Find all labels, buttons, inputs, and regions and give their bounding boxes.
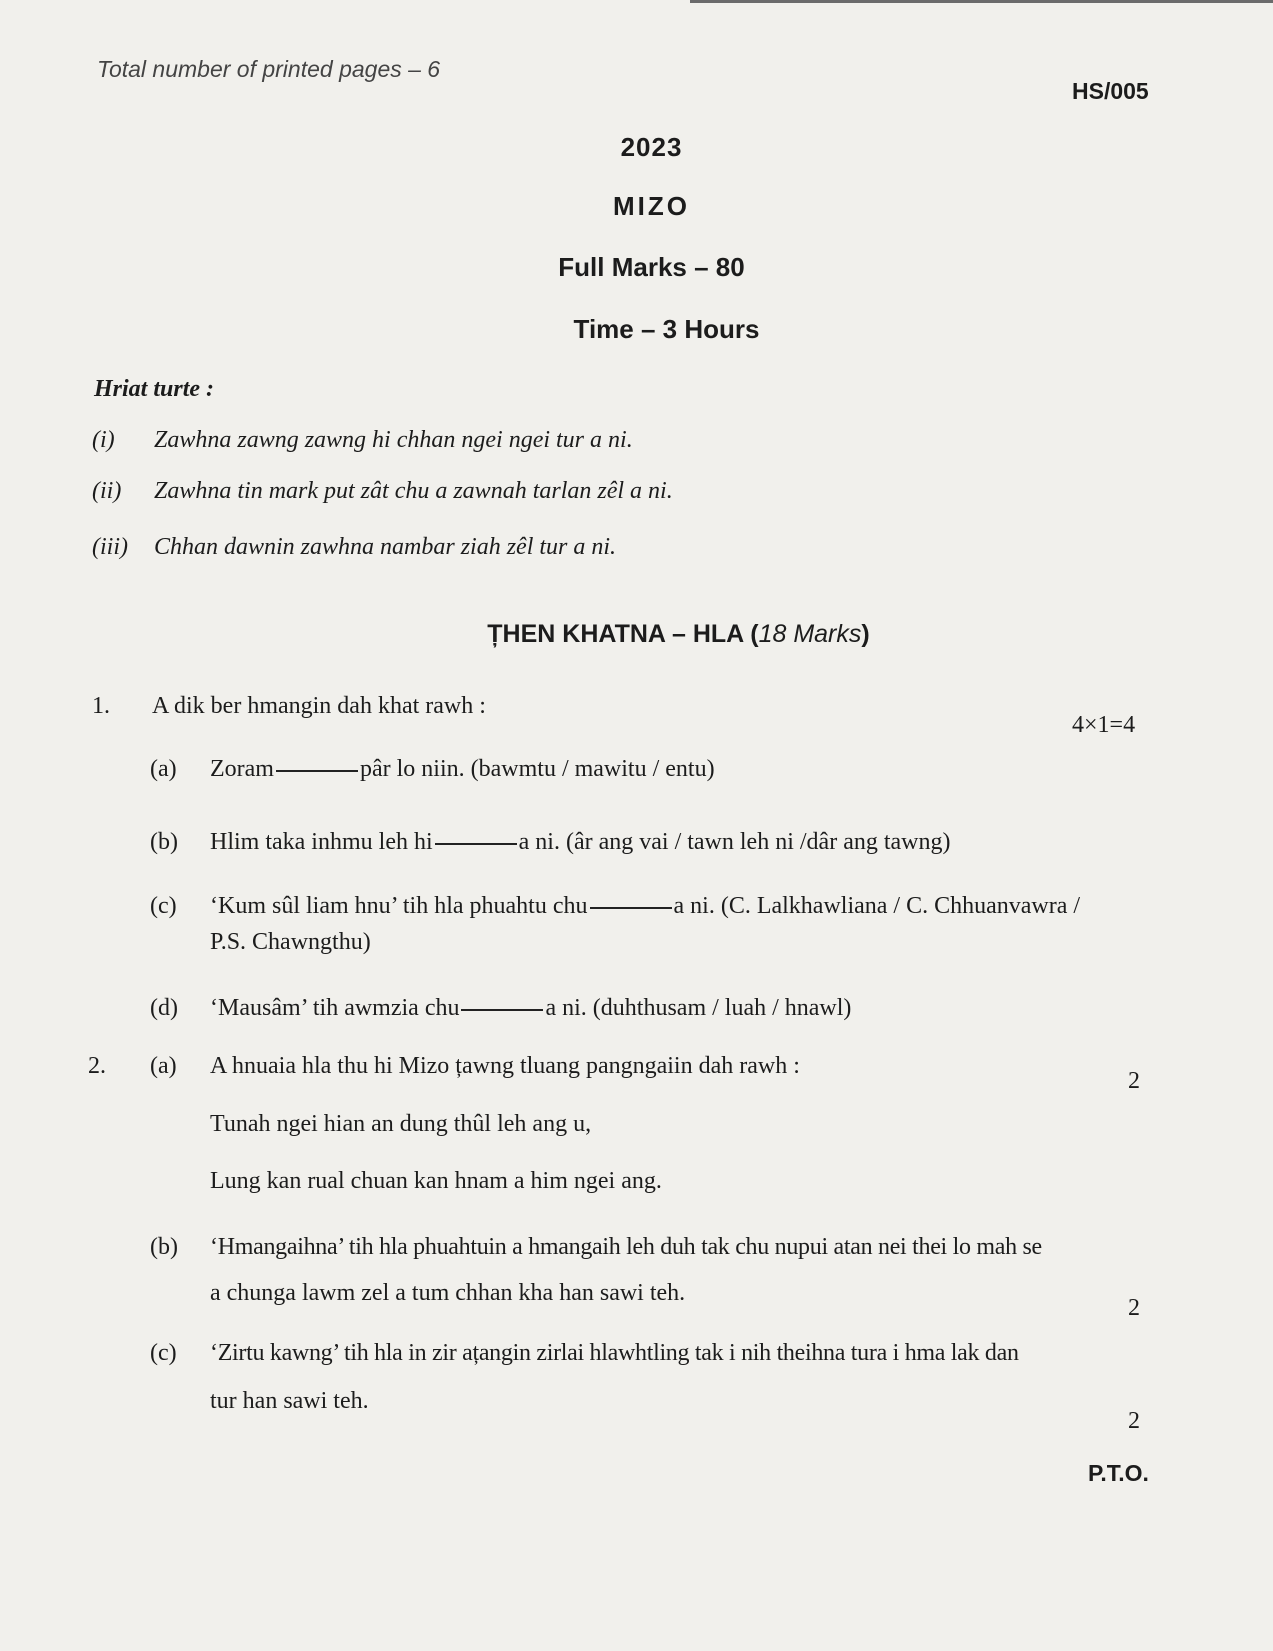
sub-question-text: ‘Zirtu kawng’ tih hla in zir ațangin zirlai hlawhtling tak i nih theihna tura i hma lak dan — [210, 1340, 1019, 1366]
answer-blank — [276, 770, 358, 772]
instruction-text: Chhan dawnin zawhna nambar ziah zêl tur a ni. — [154, 534, 617, 560]
text-before-blank: Zoram — [210, 756, 274, 782]
text-after-blank: a ni. (C. Lalkhawliana / C. Chhuanvawra / — [673, 893, 1081, 919]
sub-question-label: (a) — [150, 1053, 177, 1079]
sub-question-text-continued: a chunga lawm zel a tum chhan kha han sawi teh. — [210, 1280, 686, 1306]
instruction-number: (ii) — [92, 478, 122, 504]
instruction-text: Zawhna zawng zawng hi chhan ngei ngei tur a ni. — [154, 427, 633, 453]
question-stem: A dik ber hmangin dah khat rawh : — [152, 693, 486, 719]
answer-blank — [590, 907, 672, 909]
instruction-number: (i) — [92, 427, 115, 453]
text-after-blank: pâr lo niin. (bawmtu / mawitu / entu) — [359, 756, 715, 782]
sub-question-label: (c) — [150, 1340, 177, 1366]
sub-question-label: (b) — [150, 1234, 178, 1260]
question-marks: 4×1=4 — [1072, 712, 1136, 738]
text-before-blank: ‘Kum sûl liam hnu’ tih hla phuahtu chu — [210, 893, 588, 919]
section-marks: 18 Marks — [758, 620, 862, 648]
please-turn-over: P.T.O. — [1088, 1460, 1149, 1486]
text-before-blank: ‘Mausâm’ tih awmzia chu — [210, 995, 460, 1021]
sub-question-text-continued: tur han sawi teh. — [210, 1388, 369, 1414]
sub-question-text — [210, 756, 715, 783]
subject-title: MIZO — [613, 191, 690, 221]
sub-question-label: (d) — [150, 995, 178, 1021]
sub-question-marks: 2 — [1128, 1295, 1140, 1321]
scan-edge-line — [690, 0, 1273, 3]
answer-blank — [461, 1009, 543, 1011]
sub-question-label: (a) — [150, 756, 177, 782]
sub-question-text — [210, 829, 951, 856]
paper-code: HS/005 — [1072, 78, 1149, 104]
sub-question-text — [210, 893, 1080, 920]
instructions-title: Hriat turte : — [94, 376, 215, 402]
verse-line: Lung kan rual chuan kan hnam a him ngei ang. — [210, 1168, 662, 1194]
sub-question-label: (c) — [150, 893, 177, 919]
sub-question-text — [210, 995, 851, 1022]
exam-year: 2023 — [620, 132, 683, 162]
sub-question-marks: 2 — [1128, 1408, 1140, 1434]
full-marks: Full Marks – 80 — [558, 252, 745, 282]
sub-question-text: A hnuaia hla thu hi Mizo țawng tluang pangngaiin dah rawh : — [210, 1053, 800, 1079]
sub-question-label: (b) — [150, 829, 178, 855]
question-number: 2. — [88, 1053, 106, 1079]
instruction-number: (iii) — [92, 534, 128, 560]
sub-question-marks: 2 — [1128, 1068, 1140, 1094]
section-heading — [42, 620, 1273, 649]
text-before-blank: Hlim taka inhmu leh hi — [210, 829, 433, 855]
text-after-blank: a ni. (âr ang vai / tawn leh ni /dâr ang tawng) — [518, 829, 951, 855]
sub-question-text: ‘Hmangaihna’ tih hla phuahtuin a hmangaih leh duh tak chu nupui atan nei thei lo mah se — [210, 1234, 1042, 1260]
text-after-blank: a ni. (duhthusam / luah / hnawl) — [545, 995, 852, 1021]
answer-blank — [435, 843, 517, 845]
exam-time: Time – 3 Hours — [573, 314, 760, 344]
section-title: ȚHEN KHATNA – HLA ( — [487, 620, 759, 648]
section-close: ) — [861, 620, 870, 648]
verse-line: Tunah ngei hian an dung thûl leh ang u, — [210, 1111, 592, 1137]
instruction-text: Zawhna tin mark put zât chu a zawnah tarlan zêl a ni. — [154, 478, 673, 504]
printed-pages-note: Total number of printed pages – 6 — [97, 56, 441, 82]
sub-question-text-continued: P.S. Chawngthu) — [210, 929, 371, 955]
question-number: 1. — [92, 693, 110, 719]
